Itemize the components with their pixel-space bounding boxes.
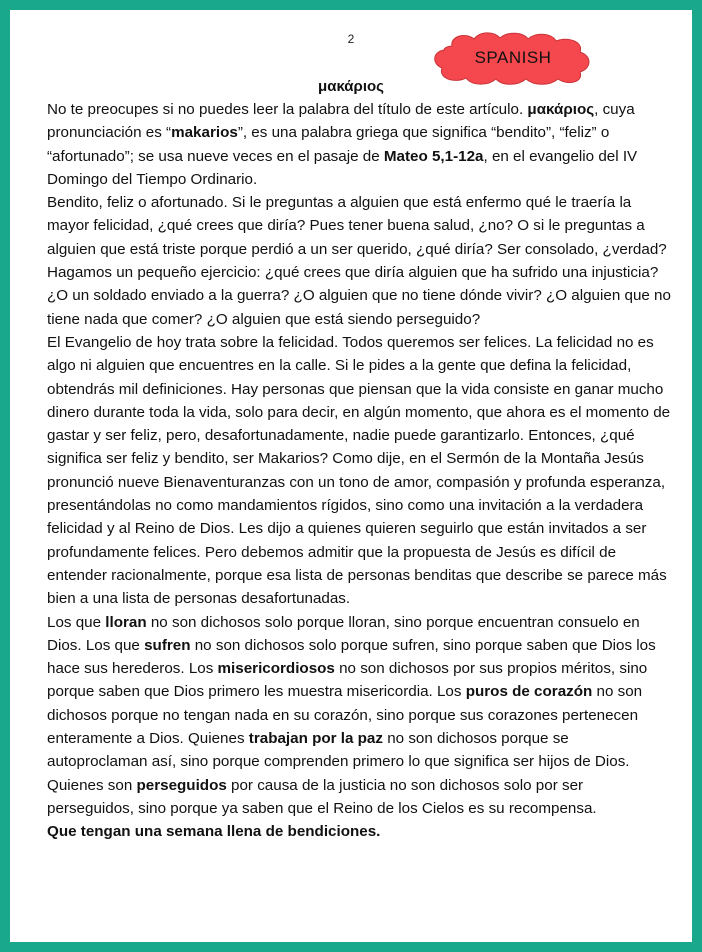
bold-text: sufren <box>144 636 191 654</box>
text-run: no son dichosos solo porque lloran, sino porque encuentran consuelo en Dios. Los que <box>47 613 640 654</box>
text-run: No te preocupes si no puedes leer la palabra del título de este artículo. <box>47 101 528 118</box>
text-run: Los que <box>47 613 106 631</box>
bold-text: Mateo 5,1-12a <box>383 147 484 165</box>
bold-text: μακάριος <box>527 101 595 118</box>
text-run: no son dichosos porque se autoproclaman así, sino porque comprenden primero lo que significa ser hijos de Dios. Quienes son <box>47 730 630 794</box>
bold-text: misericordiosos <box>217 660 335 678</box>
text-run: no son dichosos porque no tengan nada en su corazón, sino porque sus corazones pertenecen enteramente a Dios. Quienes <box>47 683 643 748</box>
text-run: , en el evangelio del IV Domingo del Tiempo Ordinario. <box>47 147 638 188</box>
bold-text: Que tengan una semana llena de bendiciones. <box>47 823 381 841</box>
text-run: no son dichosos por sus propios méritos, sino porque saben que Dios primero les muestra misericordia. Los <box>47 660 648 701</box>
document-page <box>10 10 692 942</box>
language-badge-label: SPANISH <box>474 48 552 67</box>
paragraph <box>47 191 671 331</box>
bold-text: makarios <box>171 124 238 142</box>
text-run: Bendito, feliz o afortunado. Si le preguntas a alguien que está enfermo qué le traería la mayor felicidad, ¿qué crees que diría? Pues tener buena salud, ¿no? O si le preguntas a alguien que está triste porque perdió a un ser querido, ¿qué diría? Ser consolado, ¿verdad? Hagamos un pequeño ejercicio: ¿qué crees que diría alguien que ha sufrido una injusticia? ¿O un soldado enviado a la guerra? ¿O alguien que no tiene dónde vivir? ¿O alguien que no tiene nada que comer? ¿O alguien que está siendo perseguido? <box>47 194 671 328</box>
paragraph <box>47 331 671 611</box>
bold-text: puros de corazón <box>465 683 593 701</box>
text-run: por causa de la justicia no son dichosos solo por ser perseguidos, sino porque ya saben que el Reino de los Cielos es su recompensa. <box>47 776 597 817</box>
paragraph <box>47 820 671 843</box>
text-run: no son dichosos solo porque sufren, sino porque saben que Dios los hace sus herederos. Los <box>47 636 656 678</box>
text-run: ”, es una palabra griega que significa “bendito”, “feliz” o “afortunado”; se usa nueve veces en el pasaje de <box>47 124 610 165</box>
text-run: El Evangelio de hoy trata sobre la felicidad. Todos queremos ser felices. La felicidad no es algo ni alguien que encuentres en la calle. Si le pides a la gente que defina la felicidad, obtendrás mil definiciones. Hay personas que piensan que la vida consiste en ganar mucho dinero durante toda la vida, solo para decir, en algún momento, que ahora es el momento de gastar y ser feliz, pero, desafortunadamente, nadie puede garantizarlo. Entonces, ¿qué significa ser feliz y bendito, ser Makarios? Como dije, en el Sermón de la Montaña Jesús pronunció nueve Bienaventuranzas con un tono de amor, compasión y profunda esperanza, presentándolas no como mandamientos rígidos, sino como una invitación a la verdadera felicidad y al Reino de Dios. Les dijo a quienes quieren seguirlo que están invitados a ser profundamente felices. Pero debemos admitir que la propuesta de Jesús es difícil de entender racionalmente, porque esa lista de personas benditas que describe se parece más bien a una lista de personas desafortunadas. <box>47 333 671 608</box>
page-number: 2 <box>347 32 355 46</box>
bold-text: lloran <box>105 613 147 631</box>
bold-text: perseguidos <box>136 776 227 794</box>
text-run: , cuya pronunciación es “ <box>47 101 635 142</box>
article-title: μακάριος <box>318 78 384 95</box>
bold-text: trabajan por la paz <box>248 730 383 748</box>
paragraph <box>47 611 671 821</box>
article-body <box>47 98 671 844</box>
paragraph <box>47 98 671 191</box>
